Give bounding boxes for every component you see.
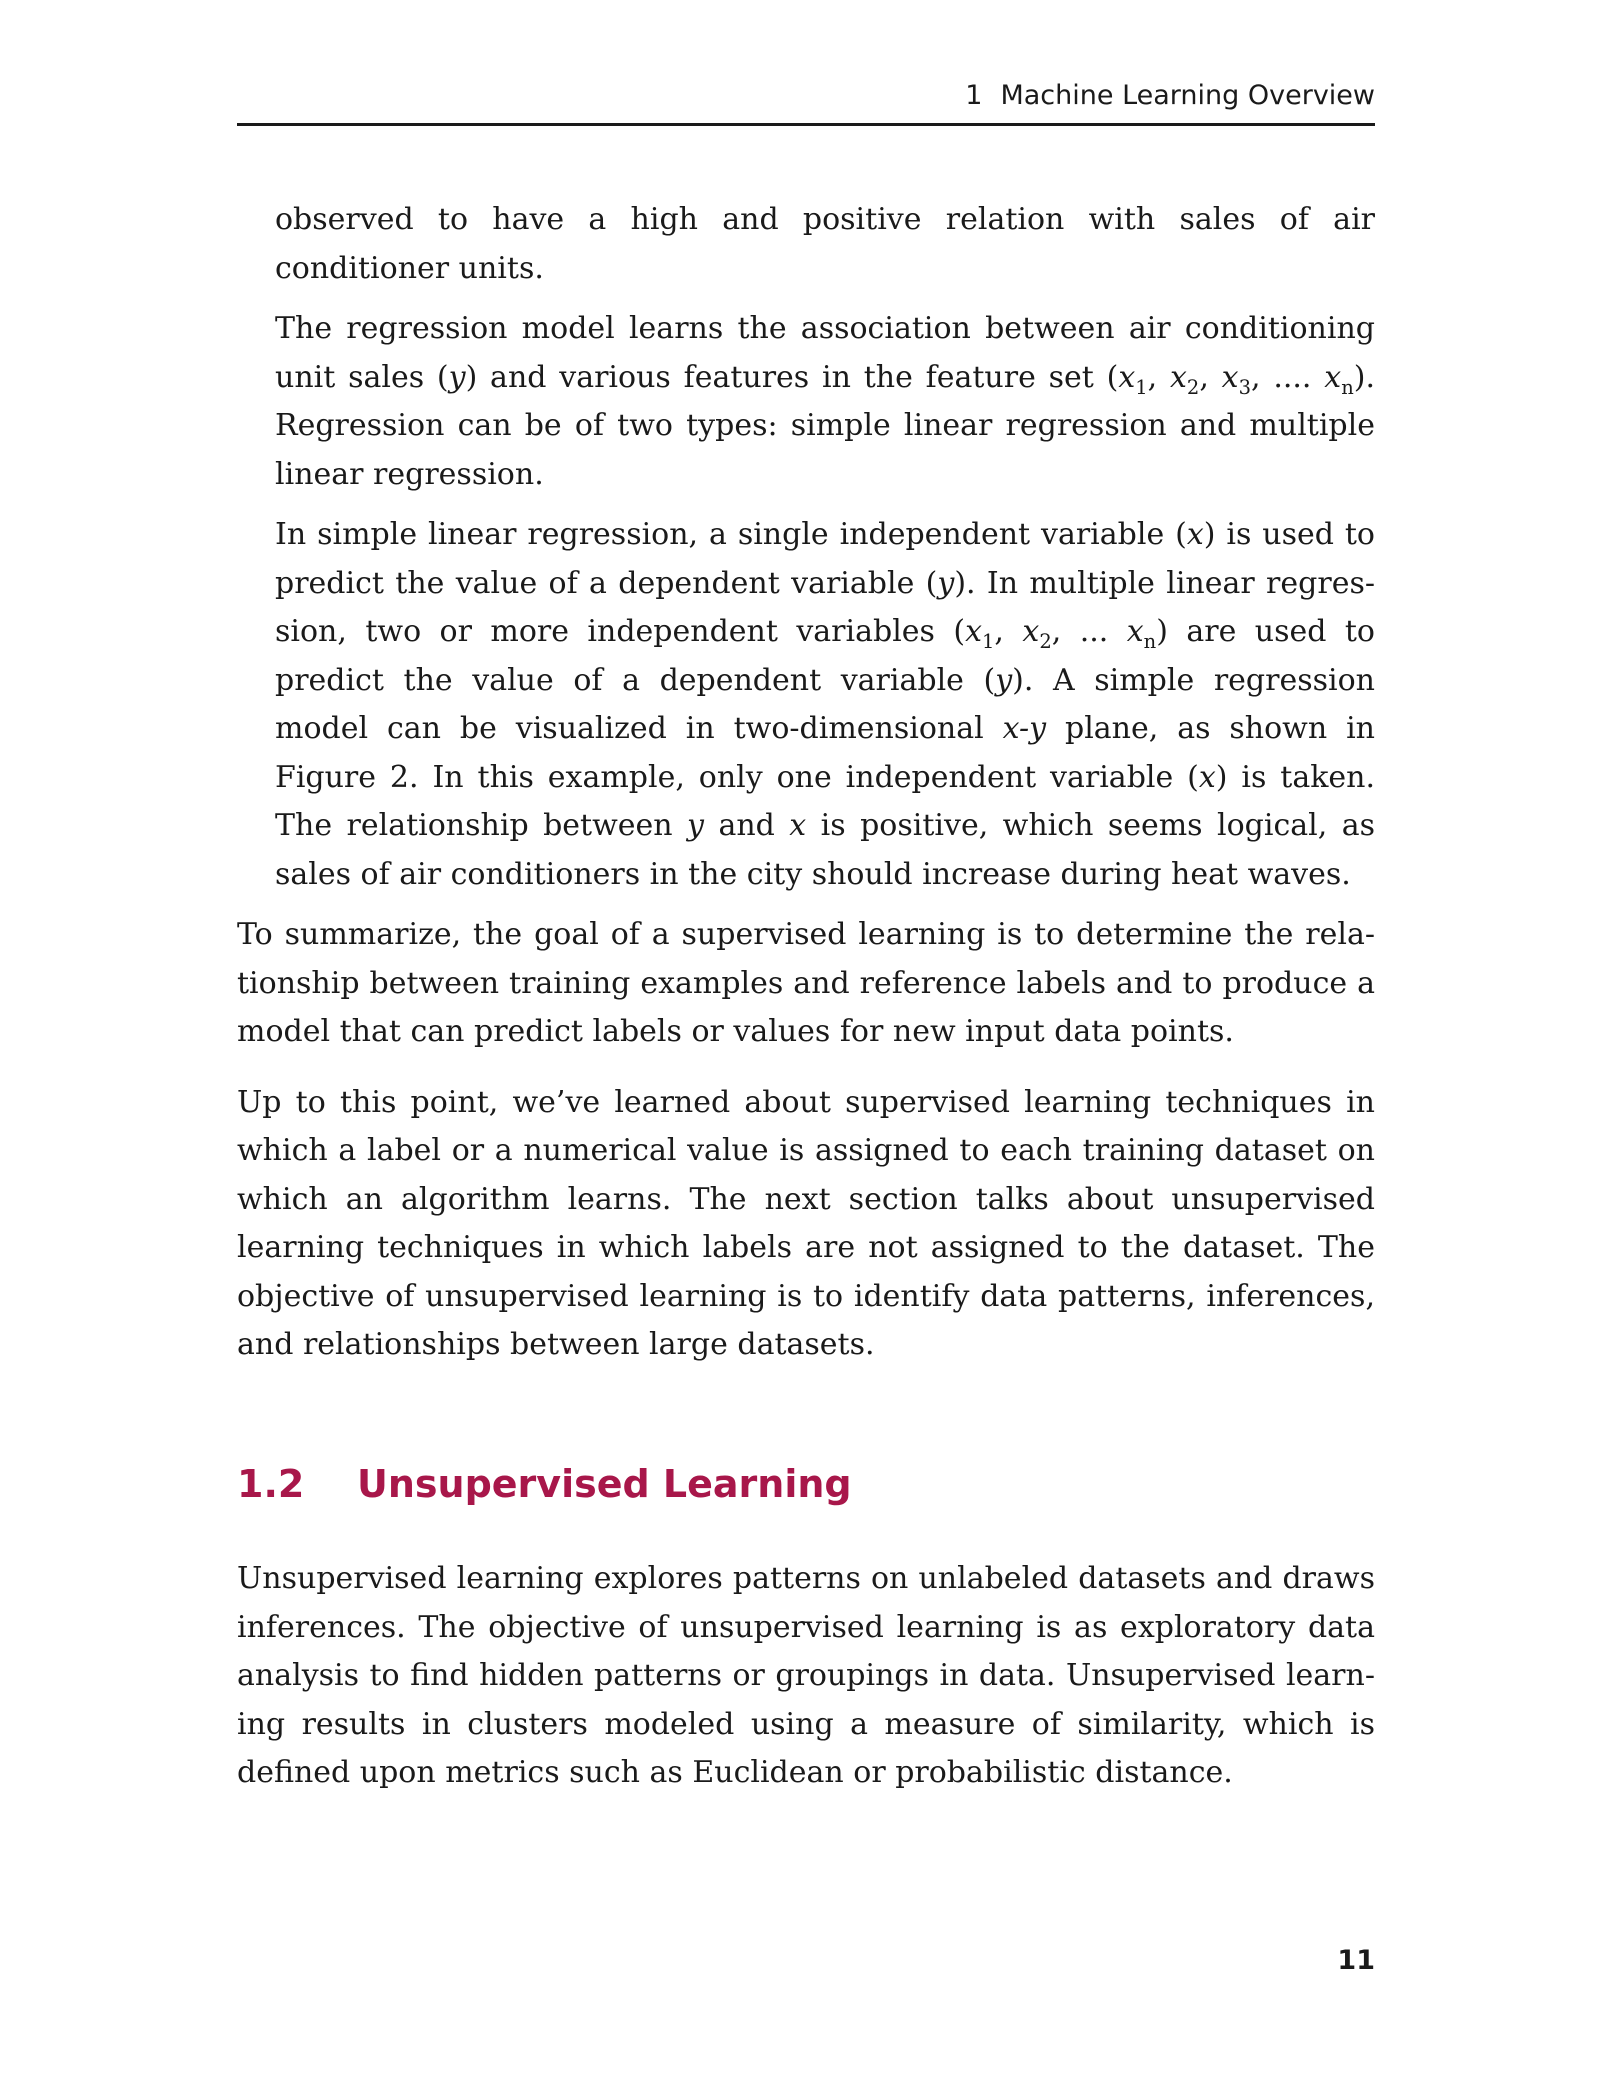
paragraph-4: To summarize, the goal of a supervised learning is to determine the relationship between training examples and reference labels and to produce a model that can predict labels or values for new input data points.	[237, 917, 1375, 1049]
section-number: 1.2	[237, 1462, 305, 1506]
paragraph-3: In simple linear regression, a single independent variable (x) is used to predict the value of a dependent variable (y). In multiple linear regression, two or more independent variables ($x_1$, $x_2$, ... $x_n$) are used to predict the value of a dependent variable (y). A simple regression model can be visualized in two-dimensional x-y plane, as shown in Figure 2. In this example, only one independent variable (x) is taken. The relationship between y and x is positive, which seems logical, as sales of air conditioners in the city should increase during heat waves.	[275, 517, 1376, 892]
chapter-number: 1	[965, 80, 983, 111]
paragraph-1: observed to have a high and positive relation with sales of air conditioner units.	[275, 202, 1375, 286]
main-content	[237, 196, 1375, 1370]
paragraph-2: The regression model learns the association between air conditioning unit sales (y) and various features in the feature set ($x_1$, $x_2$, $x_3$, .... $x_n$). Regression can be of two types: simple linear regression and multiple linear regression.	[275, 311, 1375, 492]
section-paragraph: Unsupervised learning explores patterns on unlabeled datasets and draws inferences. The objective of unsupervised learning is as exploratory data analysis to find hidden patterns or groupings in data. Unsupervised learning results in clusters modeled using a measure of similarity, which is defined upon metrics such as Euclidean or probabilistic distance.	[237, 1561, 1375, 1790]
paragraph-5: Up to this point, we’ve learned about supervised learning techniques in which a label or a numerical value is assigned to each training dataset on which an algorithm learns. The next section talks about unsupervised learning techniques in which labels are not assigned to the dataset. The objective of unsupervised learning is to identify data patterns, inferences, and relationships between large datasets.	[237, 1084, 1375, 1362]
page-number: 11	[1337, 1945, 1375, 1976]
header-text	[965, 80, 1375, 111]
running-header	[237, 74, 1375, 126]
chapter-title: Machine Learning Overview	[1000, 80, 1375, 111]
section-body	[237, 1555, 1375, 1798]
section-heading	[237, 1462, 852, 1506]
section-title: Unsupervised Learning	[357, 1462, 852, 1506]
